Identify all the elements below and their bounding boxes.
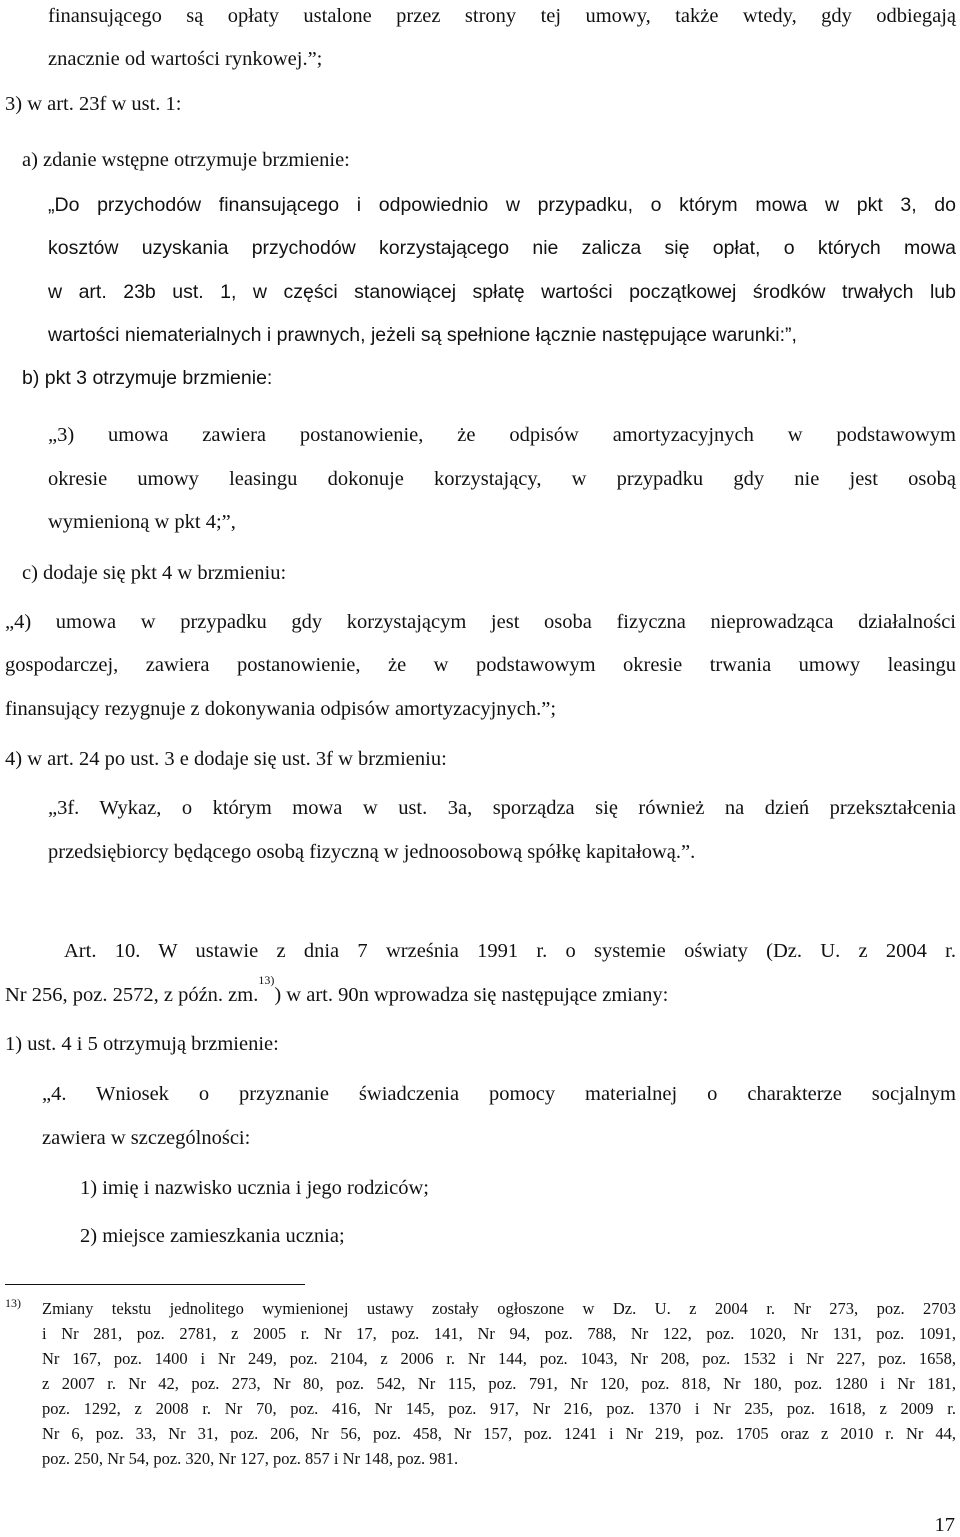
footnote-line: poz. 250, Nr 54, poz. 320, Nr 127, poz. 857 i Nr 148, poz. 981. bbox=[42, 1449, 459, 1468]
text-line: w art. 23b ust. 1, w części stanowiącej spłatę wartości początkowej środków trwałych lub bbox=[48, 281, 956, 303]
text-line: „3) umowa zawiera postanowienie, że odpisów amortyzacyjnych w podstawowym bbox=[48, 424, 956, 446]
footnote-marker: 13) bbox=[5, 1296, 21, 1310]
text-line: gospodarczej, zawiera postanowienie, że w podstawowym okresie trwania umowy leasingu bbox=[5, 654, 956, 676]
text-line: przedsiębiorcy będącego osobą fizyczną w jednoosobową spółkę kapitałową.”. bbox=[48, 841, 696, 863]
text-line: c) dodaje się pkt 4 w brzmieniu: bbox=[22, 562, 287, 584]
text-line: „4) umowa w przypadku gdy korzystającym jest osoba fizyczna nieprowadząca działalności bbox=[5, 611, 956, 633]
text-line: 3) w art. 23f w ust. 1: bbox=[5, 93, 182, 115]
text-line: „Do przychodów finansującego i odpowiednio w przypadku, o którym mowa w pkt 3, do bbox=[48, 194, 956, 216]
text-line: wartości niematerialnych i prawnych, jeżeli są spełnione łącznie następujące warunki:”, bbox=[48, 324, 797, 346]
list-item: 2) miejsce zamieszkania ucznia; bbox=[80, 1225, 345, 1247]
text-line: „4. Wniosek o przyznanie świadczenia pomocy materialnej o charakterze socjalnym bbox=[42, 1083, 956, 1105]
page-number: 17 bbox=[934, 1514, 955, 1536]
text-line: „3f. Wykaz, o którym mowa w ust. 3a, sporządza się również na dzień przekształcenia bbox=[48, 797, 956, 819]
footnote-line: Nr 6, poz. 33, Nr 31, poz. 206, Nr 56, poz. 458, Nr 157, poz. 1241 i Nr 219, poz. 1705 oraz z 2010 r. Nr 44, bbox=[42, 1424, 956, 1443]
footnote-line: poz. 1292, z 2008 r. Nr 70, poz. 416, Nr 145, poz. 917, Nr 216, poz. 1370 i Nr 235, poz. 1618, z 2009 r. bbox=[42, 1399, 956, 1418]
text-segment: ) w art. 90n wprowadza się następujące zmiany: bbox=[274, 984, 669, 1006]
footnote-line: z 2007 r. Nr 42, poz. 273, Nr 80, poz. 542, Nr 115, poz. 791, Nr 120, poz. 818, Nr 180, poz. 1280 i Nr 181, bbox=[42, 1374, 956, 1393]
text-line: 1) ust. 4 i 5 otrzymują brzmienie: bbox=[5, 1033, 279, 1055]
footnote-separator bbox=[5, 1284, 305, 1285]
article-heading-line: Art. 10. W ustawie z dnia 7 września 1991 r. o systemie oświaty (Dz. U. z 2004 r. bbox=[64, 940, 956, 962]
text-line bbox=[5, 973, 669, 1007]
list-item: 1) imię i nazwisko ucznia i jego rodziców; bbox=[80, 1177, 429, 1199]
text-segment: Nr 256, poz. 2572, z późn. zm. bbox=[5, 984, 259, 1006]
text-line: wymienioną w pkt 4;”, bbox=[48, 511, 236, 533]
text-line: okresie umowy leasingu dokonuje korzystający, w przypadku gdy nie jest osobą bbox=[48, 468, 956, 490]
text-line: b) pkt 3 otrzymuje brzmienie: bbox=[22, 367, 273, 389]
text-line: a) zdanie wstępne otrzymuje brzmienie: bbox=[22, 149, 350, 171]
footnote-reference: 13) bbox=[258, 973, 275, 987]
text-line: finansujący rezygnuje z dokonywania odpisów amortyzacyjnych.”; bbox=[5, 698, 557, 720]
text-line: znacznie od wartości rynkowej.”; bbox=[48, 48, 323, 70]
text-line: kosztów uzyskania przychodów korzystającego nie zalicza się opłat, o których mowa bbox=[48, 237, 956, 259]
footnote-line: Zmiany tekstu jednolitego wymienionej ustawy zostały ogłoszone w Dz. U. z 2004 r. Nr 273, poz. 2703 bbox=[42, 1299, 956, 1318]
text-line: finansującego są opłaty ustalone przez strony tej umowy, także wtedy, gdy odbiegają bbox=[48, 5, 956, 27]
text-line: 4) w art. 24 po ust. 3 e dodaje się ust. 3f w brzmieniu: bbox=[5, 748, 447, 770]
footnote-line: Nr 167, poz. 1400 i Nr 249, poz. 2104, z 2006 r. Nr 144, poz. 1043, Nr 208, poz. 1532 i Nr 227, poz. 1658, bbox=[42, 1349, 956, 1368]
footnote-line: i Nr 281, poz. 2781, z 2005 r. Nr 17, poz. 141, Nr 94, poz. 788, Nr 122, poz. 1020, Nr 131, poz. 1091, bbox=[42, 1324, 956, 1343]
text-line: zawiera w szczególności: bbox=[42, 1127, 251, 1149]
